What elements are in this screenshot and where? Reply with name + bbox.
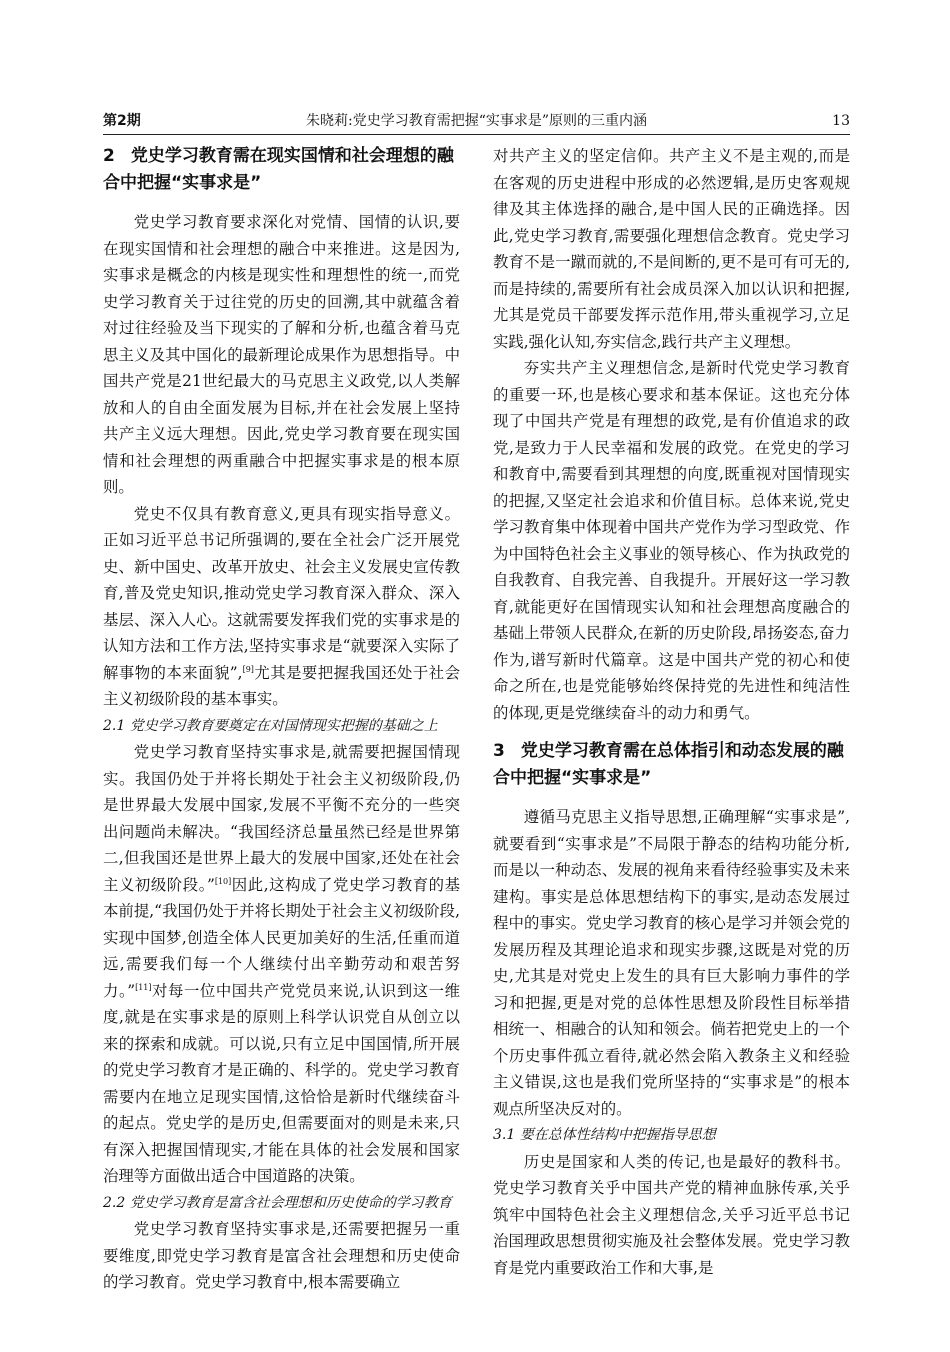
paragraph-text: 党史学习教育坚持实事求是,就需要把握国情现实。我国仍处于并将长期处于社会主义初级阶段,仍是世界最大发展中国家,发展不平衡不充分的一些突出问题尚未解决。“我国经济总量虽然已经是世界第二,但我国还是世界上最大的发展中国家,还处在社会主义初级阶段。” bbox=[103, 743, 460, 894]
subsection-2-2-heading: 2.2 党史学习教育是富含社会理想和历史使命的学习教育 bbox=[103, 1194, 452, 1211]
right-column bbox=[493, 143, 850, 1281]
paragraph-text: 尤其是要把握我国还处于社会主义初级阶段的基本事实。 bbox=[103, 663, 460, 708]
subsection-2-2-paragraph-2: 夯实共产主义理想信念,是新时代党史学习教育的重要一环,也是核心要求和基本保证。这也充分体现了中国共产党是有理想的政党,是有价值追求的政党,是致力于人民幸福和发展的政党。在党史的学习和教育中,需要看到其理想的向度,既重视对国情现实的把握,又坚定社会追求和价值目标。总体来说,党史学习教育集中体现着中国共产党作为学习型政党、作为中国特色社会主义事业的领导核心、作为执政党的自我教育、自我完善、自我提升。开展好这一学习教育,就能更好在国情现实认知和社会理想高度融合的基础上带领人民群众,在新的历史阶段,昂扬姿态,奋力作为,谱写新时代篇章。这是中国共产党的初心和使命之所在,也是党能够始终保持党的先进性和纯洁性的体现,更是党继续奋斗的动力和勇气。 bbox=[493, 359, 850, 722]
paragraph-text: 党史不仅具有教育意义,更具有现实指导意义。正如习近平总书记所强调的,要在全社会广泛开展党史、新中国史、改革开放史、社会主义发展史宣传教育,普及党史知识,推动党史学习教育深入群众、深入基层、深入人心。这就需要发挥我们党的实事求是的认知方法和工作方法,坚持实事求是“就要深入实际了解事物的本来面貌”, bbox=[103, 504, 460, 682]
section-3-title: 党史学习教育需在总体指引和动态发展的融合中把握“实事求是” bbox=[493, 741, 844, 788]
subsection-2-2-paragraph-1-continued: 对共产主义的坚定信仰。共产主义不是主观的,而是在客观的历史进程中形成的必然逻辑,是历史客观规律及其主体选择的融合,是中国人民的正确选择。因此,党史学习教育,需要强化理想信念教育。党史学习教育不是一蹴而就的,不是间断的,更不是可有可无的,而是持续的,需要所有社会成员深入加以认识和把握,尤其是党员干部要发挥示范作用,带头重视学习,立足实践,强化认知,夯实信念,践行共产主义理想。 bbox=[493, 147, 850, 351]
subsection-2-1-heading: 2.1 党史学习教育要奠定在对国情现实把握的基础之上 bbox=[103, 717, 438, 734]
citation-9: [9] bbox=[242, 664, 254, 674]
section-2-number: 2 bbox=[103, 146, 115, 166]
page-number: 13 bbox=[832, 113, 850, 129]
citation-10: [10] bbox=[214, 876, 232, 886]
section-3-heading bbox=[493, 738, 850, 792]
running-title: 朱晓莉:党史学习教育需把握“实事求是”原则的三重内涵 bbox=[305, 113, 648, 129]
citation-11: [11] bbox=[135, 982, 152, 992]
left-column bbox=[103, 143, 460, 1296]
subsection-3-1-paragraph-1: 历史是国家和人类的传记,也是最好的教科书。党史学习教育关乎中国共产党的精神血脉传承,关乎筑牢中国特色社会主义理想信念,关乎习近平总书记治国理政思想贯彻实施及社会整体发展。党史学习教育是党内重要政治工作和大事,是 bbox=[493, 1152, 850, 1277]
paragraph-text: 对每一位中国共产党党员来说,认识到这一维度,就是在实事求是的原则上科学认识党自从创立以来的探索和成就。可以说,只有立足中国国情,所开展的党史学习教育才是正确的、科学的。党史学习教育需要内在地立足现实国情,这恰恰是新时代继续奋斗的起点。党史学的是历史,但需要面对的则是未来,只有深入把握国情现实,才能在具体的社会发展和国家治理等方面做出适合中国道路的决策。 bbox=[103, 981, 460, 1185]
section-2-title: 党史学习教育需在现实国情和社会理想的融合中把握“实事求是” bbox=[103, 146, 454, 193]
section-2-heading bbox=[103, 143, 460, 197]
section-3-number: 3 bbox=[493, 741, 505, 761]
section-3-paragraph-1: 遵循马克思主义指导思想,正确理解“实事求是”,就要看到“实事求是”不局限于静态的结构功能分析,而是以一种动态、发展的视角来看待经验事实及未来建构。事实是总体思想结构下的事实,是动态发展过程中的事实。党史学习教育的核心是学习并领会党的发展历程及其理论追求和现实步骤,这既是对党的历史,尤其是对党史上发生的具有巨大影响力事件的学习和把握,更是对党的总体性思想及阶段性目标举措相统一、相融合的认知和领会。倘若把党史上的一个个历史事件孤立看待,就必然会陷入教条主义和经验主义错误,这也是我们党所坚持的“实事求是”的根本观点所坚决反对的。 bbox=[493, 808, 850, 1118]
subsection-3-1-heading: 3.1 要在总体性结构中把握指导思想 bbox=[493, 1127, 716, 1143]
subsection-2-1-paragraph bbox=[103, 739, 460, 1190]
section-2-paragraph-1: 党史学习教育要求深化对党情、国情的认识,要在现实国情和社会理想的融合中来推进。这是因为,实事求是概念的内核是现实性和理想性的统一,而党史学习教育关于过往党的历史的回溯,其中就蕴含着对过往经验及当下现实的了解和分析,也蕴含着马克思主义及其中国化的最新理论成果作为思想指导。中国共产党是21世纪最大的马克思主义政党,以人类解放和人的自由全面发展为目标,并在社会发展上坚持共产主义远大理想。因此,党史学习教育要在现实国情和社会理想的两重融合中把握实事求是的根本原则。 bbox=[103, 213, 460, 496]
running-header bbox=[103, 110, 850, 135]
issue-label: 第2期 bbox=[103, 113, 141, 129]
paragraph-text: 因此,这构成了党史学习教育的基本前提,“我国仍处于并将长期处于社会主义初级阶段,实现中国梦,创造全体人民更加美好的生活,任重而道远,需要我们每一个人继续付出辛勤劳动和艰苦努力。” bbox=[103, 875, 460, 1000]
subsection-2-2-paragraph-1: 党史学习教育坚持实事求是,还需要把握另一重要维度,即党史学习教育是富含社会理想和历史使命的学习教育。党史学习教育中,根本需要确立 bbox=[103, 1220, 460, 1291]
section-2-paragraph-2 bbox=[103, 501, 460, 713]
